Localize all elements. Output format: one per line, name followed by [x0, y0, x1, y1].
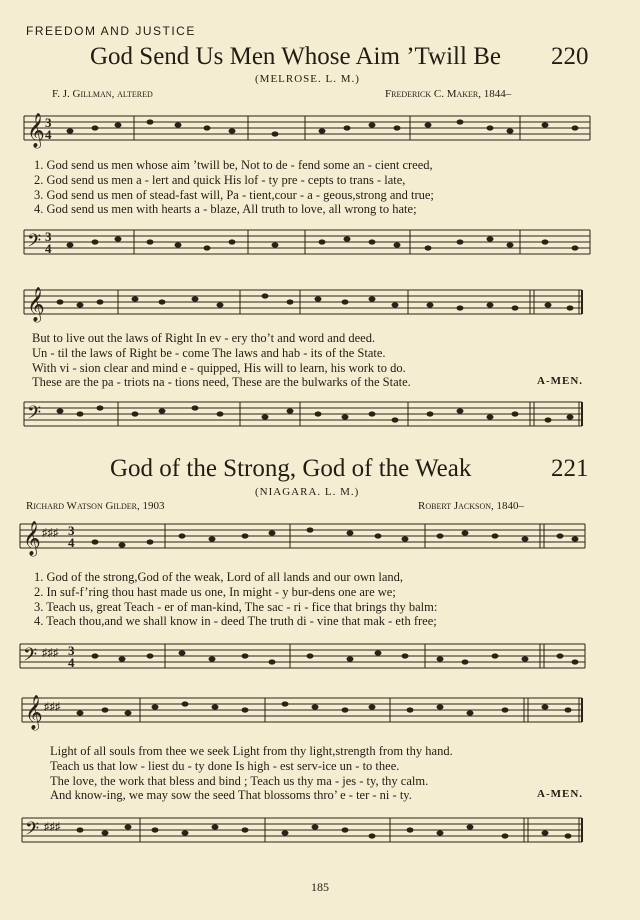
hymn-title: God of the Strong, God of the Weak	[110, 455, 472, 482]
svg-text:3: 3	[45, 115, 52, 130]
treble-staff	[0, 686, 640, 742]
svg-text:3: 3	[68, 523, 75, 538]
verse-line: Un - til the laws of Right be - come The laws and hab - its of the State.	[32, 345, 386, 360]
verse-line: 2. In suf-f’ring thou hast made us one, In might - y bur-dens one are we;	[34, 584, 396, 599]
page-number: 185	[311, 880, 329, 894]
treble-clef-icon: 𝄞	[27, 288, 45, 321]
treble-clef-icon: 𝄞	[23, 522, 41, 555]
hymn-author: Richard Watson Gilder, 1903	[26, 500, 165, 512]
svg-text:♯♯♯: ♯♯♯	[44, 701, 61, 713]
amen-label: A-MEN.	[537, 788, 584, 800]
verse-line: 3. Teach us, great Teach - er of man-kind, The sac - ri - fice that brings thy balm:	[34, 599, 438, 614]
verse-line: 1. God of the strong,God of the weak, Lord of all lands and our own land,	[34, 570, 404, 584]
verse-line: 2. God send us men a - lert and quick His lof - ty pre - cepts to trans - late,	[34, 172, 406, 187]
verse-line: 4. God send us men with hearts a - blaze, All truth to love, all wrong to hate;	[34, 202, 417, 217]
svg-text:4: 4	[45, 127, 52, 142]
hymn-number: 220	[551, 43, 589, 70]
hymn-author: F. J. Gillman, altered	[52, 88, 153, 100]
verse-line: But to live out the laws of Right In ev - ery tho’t and word and deed.	[32, 331, 376, 345]
bass-clef-icon: 𝄢	[23, 644, 38, 669]
verse-line: These are the pa - triots na - tions need, These are the bulwarks of the State.	[32, 375, 411, 390]
tune-name: (MELROSE. L. M.)	[255, 73, 360, 85]
svg-text:4: 4	[68, 535, 75, 550]
tune-name: (NIAGARA. L. M.)	[255, 486, 360, 498]
bass-clef-icon: 𝄢	[27, 230, 42, 255]
verse-line: The love, the work that bless and bind ; Teach us thy ma - jes - ty, thy calm.	[50, 773, 429, 788]
hymn-composer: Robert Jackson, 1840–	[418, 500, 525, 512]
section-heading: FREEDOM AND JUSTICE	[26, 24, 196, 38]
verse-block-second	[50, 744, 453, 803]
svg-text:♯♯♯: ♯♯♯	[42, 527, 59, 539]
verse-line: With vi - sion clear and mind e - quipped, His will to learn, his work to do.	[32, 360, 406, 375]
bass-clef-icon: 𝄢	[27, 402, 42, 427]
svg-text:♯♯♯: ♯♯♯	[44, 821, 61, 833]
svg-text:3: 3	[68, 643, 75, 658]
treble-clef-icon: 𝄞	[25, 696, 43, 729]
verse-line: 3. God send us men of stead-fast will, Pa - tient,cour - a - geous,strong and true;	[34, 187, 434, 202]
bass-staff	[0, 218, 640, 280]
verse-line: Teach us that low - liest du - ty done Is high - est serv-ice un - to thee.	[50, 758, 400, 773]
verse-block-first	[34, 158, 434, 217]
hymn-composer: Frederick C. Maker, 1844–	[385, 88, 512, 100]
hymn-number: 221	[551, 455, 589, 482]
verse-line: 4. Teach thou,and we shall know in - deed The truth di - vine that mak - eth free;	[34, 614, 437, 629]
treble-clef-icon: 𝄞	[27, 114, 45, 147]
verse-line: 1. God send us men whose aim ’twill be, Not to de - fend some an - cient creed,	[34, 158, 433, 172]
svg-text:3: 3	[45, 229, 52, 244]
bass-clef-icon: 𝄢	[25, 818, 40, 843]
verse-line: Light of all souls from thee we seek Light from thy light,strength from thy hand.	[50, 744, 453, 758]
bass-staff	[0, 804, 640, 868]
svg-text:4: 4	[68, 655, 75, 670]
bass-staff	[0, 390, 640, 450]
hymn-title: God Send Us Men Whose Aim ’Twill Be	[90, 43, 501, 70]
amen-label: A-MEN.	[537, 375, 584, 387]
treble-staff	[0, 278, 640, 330]
verse-block-first	[34, 570, 437, 629]
svg-text:♯♯♯: ♯♯♯	[42, 647, 59, 659]
verse-block-second	[32, 331, 411, 390]
bass-staff	[0, 632, 640, 688]
svg-text:4: 4	[45, 241, 52, 256]
verse-line: And know-ing, we may sow the seed That blossoms thro’ e - ter - ni - ty.	[50, 788, 412, 803]
treble-staff	[0, 510, 640, 572]
